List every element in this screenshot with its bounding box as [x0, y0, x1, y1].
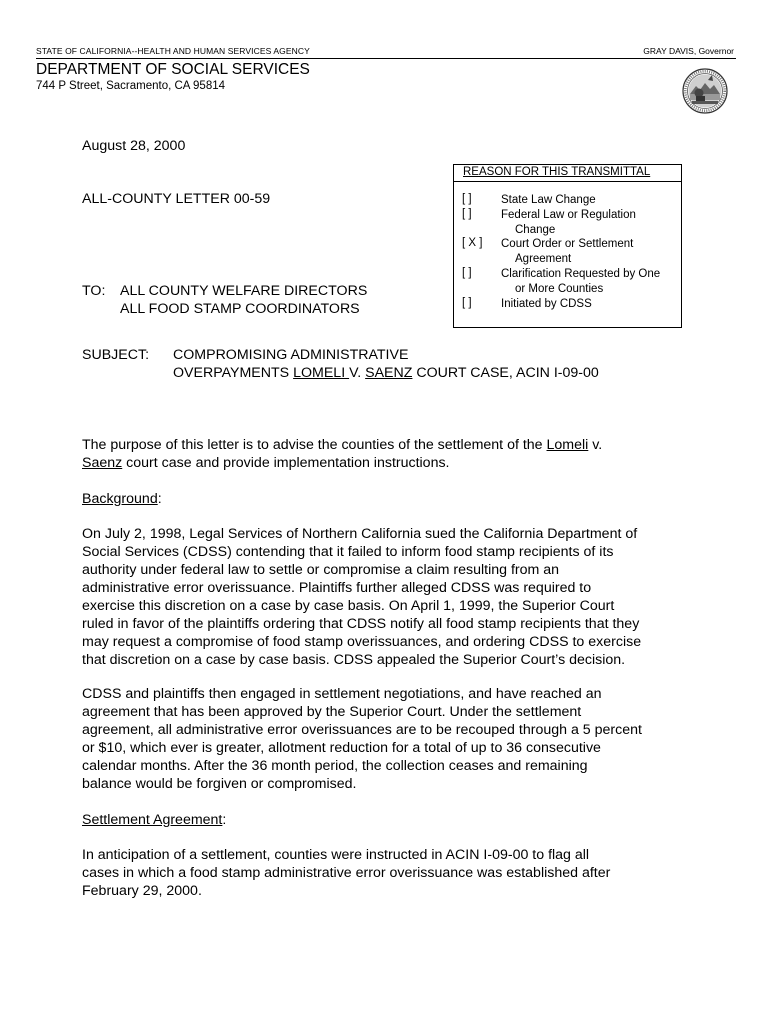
paragraph-line: On July 2, 1998, Legal Services of Northern California sued the California Department of	[82, 526, 638, 542]
recipient-line: ALL COUNTY WELFARE DIRECTORS	[120, 283, 368, 299]
reason-divider	[454, 181, 681, 182]
letter-number: ALL-COUNTY LETTER 00-59	[82, 191, 271, 207]
paragraph-line: agreement that has been approved by the Superior Court. Under the settlement	[82, 704, 582, 720]
reason-line1: Court Order or Settlement	[501, 238, 634, 250]
header-rule	[36, 58, 736, 59]
subject-label: SUBJECT:	[82, 347, 150, 363]
paragraph-line: administrative error overissuance. Plaintiffs further alleged CDSS was required to	[82, 580, 592, 596]
reason-for-transmittal-box	[453, 164, 682, 328]
background-paragraph-1	[82, 525, 692, 669]
checkbox-empty: [ ]	[462, 208, 472, 220]
paragraph-line: that discretion on a case by case basis. CDSS appealed the Superior Court’s decision.	[82, 652, 626, 668]
case-name-lomeli: Lomeli	[546, 437, 589, 453]
subject-text	[173, 346, 599, 382]
reason-line2: Change	[515, 223, 556, 236]
checkbox-empty: [ ]	[462, 297, 472, 309]
recipient-line: ALL FOOD STAMP COORDINATORS	[120, 301, 360, 317]
purpose-text-part: v.	[588, 437, 603, 453]
checkbox-empty: [ ]	[462, 193, 472, 205]
paragraph-line: February 29, 2000.	[82, 883, 202, 899]
settlement-heading	[82, 811, 692, 829]
paragraph-line: exercise this discretion on a case by case basis. On April 1, 1999, the Superior Court	[82, 598, 615, 614]
purpose-line2	[82, 454, 692, 472]
background-heading	[82, 490, 692, 508]
reason-text	[501, 193, 683, 208]
reason-line1: State Law Change	[501, 194, 596, 206]
heading-colon: :	[157, 491, 162, 507]
paragraph-line: CDSS and plaintiffs then engaged in settlement negotiations, and have reached an	[82, 686, 602, 702]
case-name-lomeli: LOMELI	[293, 365, 350, 381]
reason-text	[501, 297, 683, 312]
subject-line1: COMPROMISING ADMINISTRATIVE	[173, 347, 409, 363]
case-name-saenz: SAENZ	[365, 365, 413, 381]
background-paragraph-2	[82, 685, 692, 793]
reason-text	[501, 267, 683, 296]
checkbox-empty: [ ]	[462, 267, 472, 279]
heading-colon: :	[222, 812, 227, 828]
recipient-list	[120, 282, 367, 318]
agency-name: STATE OF CALIFORNIA--HEALTH AND HUMAN SERVICES AGENCY	[36, 46, 310, 56]
purpose-text-part: court case and provide implementation instructions.	[122, 455, 450, 471]
paragraph-line: ruled in favor of the plaintiffs ordering that CDSS notify all food stamp recipients that they	[82, 616, 640, 632]
background-heading-text: Background	[82, 491, 158, 507]
subject-text-part: OVERPAYMENTS	[173, 365, 294, 381]
paragraph-line: may request a compromise of food stamp overissuances, and ordering CDSS to exercise	[82, 634, 642, 650]
reason-line2: or More Counties	[515, 282, 604, 295]
paragraph-line: calendar months. After the 36 month period, the collection ceases and remaining	[82, 758, 588, 774]
paragraph-line: Social Services (CDSS) contending that it failed to inform food stamp recipients of its	[82, 544, 614, 560]
case-name-saenz: Saenz	[82, 455, 123, 471]
purpose-text-part: The purpose of this letter is to advise the counties of the settlement of the	[82, 437, 547, 453]
purpose-line1	[82, 436, 692, 454]
paragraph-line: balance would be forgiven or compromised.	[82, 776, 357, 792]
state-seal-icon	[682, 68, 728, 114]
reason-line1: Initiated by CDSS	[501, 298, 592, 310]
purpose-paragraph	[82, 436, 692, 472]
reason-text	[501, 208, 683, 237]
subject-text-part: V.	[349, 365, 366, 381]
reason-line1: Federal Law or Regulation	[501, 209, 636, 221]
to-label: TO:	[82, 283, 106, 299]
paragraph-line: cases in which a food stamp administrative error overissuance was established after	[82, 865, 611, 881]
reason-line2: Agreement	[515, 252, 572, 265]
reason-text	[501, 237, 683, 266]
paragraph-line: authority under federal law to settle or compromise a claim resulting from an	[82, 562, 560, 578]
settlement-heading-text: Settlement Agreement	[82, 812, 223, 828]
governor-name: GRAY DAVIS, Governor	[643, 46, 734, 56]
department-name: DEPARTMENT OF SOCIAL SERVICES	[36, 61, 310, 78]
checkbox-checked: [ X ]	[462, 237, 483, 249]
paragraph-line: In anticipation of a settlement, counties were instructed in ACIN I-09-00 to flag all	[82, 847, 590, 863]
letter-date: August 28, 2000	[82, 138, 186, 154]
reason-title: REASON FOR THIS TRANSMITTAL	[463, 166, 651, 178]
department-address: 744 P Street, Sacramento, CA 95814	[36, 80, 226, 92]
settlement-paragraph	[82, 846, 692, 900]
subject-line2	[173, 364, 599, 382]
paragraph-line: or $10, which ever is greater, allotment reduction for a total of up to 36 consecutive	[82, 740, 601, 756]
reason-line1: Clarification Requested by One	[501, 268, 661, 280]
subject-text-part: COURT CASE, ACIN I-09-00	[412, 365, 599, 381]
paragraph-line: agreement, all administrative error overissuances are to be recouped through a 5 percent	[82, 722, 642, 738]
